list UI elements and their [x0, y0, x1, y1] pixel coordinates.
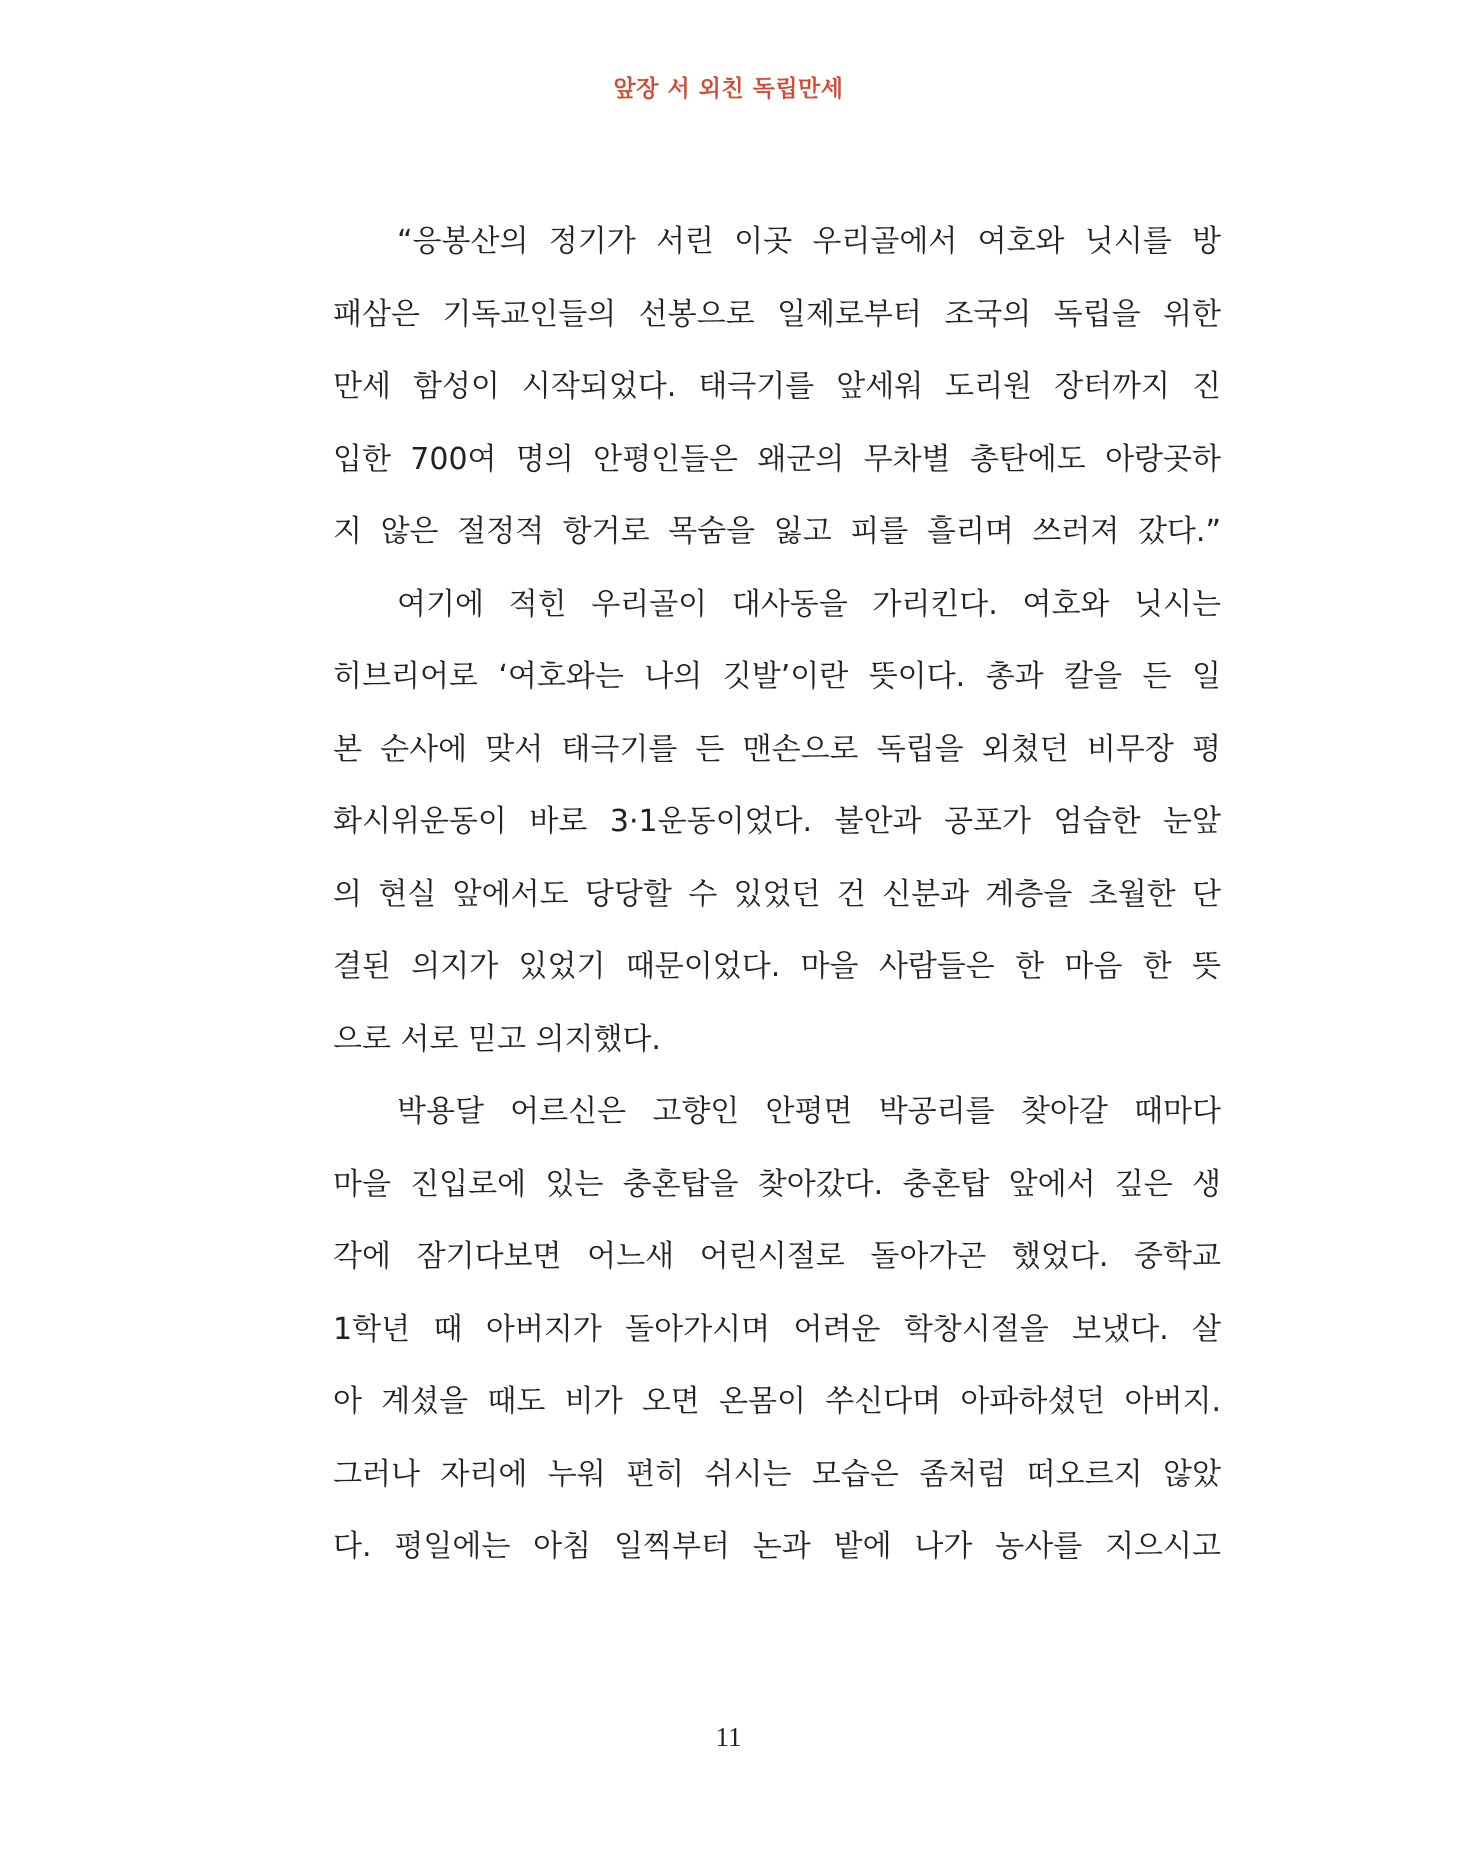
paragraph-park-yongdal — [333, 1076, 1221, 1584]
text-line: 마을 진입로에 있는 충혼탑을 찾아갔다. 충혼탑 앞에서 깊은 생 — [333, 1166, 1221, 1202]
text-line: 각에 잠기다보면 어느새 어린시절로 돌아가곤 했었다. 중학교 — [333, 1239, 1221, 1274]
paragraph-uriggol — [333, 569, 1221, 1077]
text-line: 입한 700여 명의 안평인들은 왜군의 무차별 총탄에도 아랑곳하 — [333, 441, 1221, 477]
text-line: 패삼은 기독교인들의 선봉으로 일제로부터 조국의 독립을 위한 — [333, 296, 1221, 332]
text-line: 의 현실 앞에서도 당당할 수 있었던 건 신분과 계층을 초월한 단 — [333, 876, 1221, 912]
text-line: 지 않은 절정적 항거로 목숨을 잃고 피를 흘리며 쓰러져 갔다.” — [333, 514, 1221, 549]
text-line: 1학년 때 아버지가 돌아가시며 어려운 학창시절을 보냈다. 살 — [333, 1311, 1221, 1347]
paragraph-quote — [333, 206, 1221, 569]
text-line: 화시위운동이 바로 3·1운동이었다. 불안과 공포가 엄습한 눈앞 — [333, 804, 1221, 839]
body-text — [333, 206, 1221, 1584]
page-number: 11 — [715, 1722, 742, 1752]
text-line: 본 순사에 맞서 태극기를 든 맨손으로 독립을 외쳤던 비무장 평 — [333, 731, 1221, 767]
text-line: 결된 의지가 있었기 때문이었다. 마을 사람들은 한 마음 한 뜻 — [333, 949, 1221, 984]
text-line: “응봉산의 정기가 서린 이곳 우리골에서 여호와 닛시를 방 — [397, 224, 1221, 259]
text-line: 여기에 적힌 우리골이 대사동을 가리킨다. 여호와 닛시는 — [397, 586, 1221, 622]
running-header-title: 앞장 서 외친 독립만세 — [613, 75, 844, 102]
text-line: 히브리어로 ‘여호와는 나의 깃발’이란 뜻이다. 총과 칼을 든 일 — [333, 659, 1221, 694]
text-line: 으로 서로 믿고 의지했다. — [333, 1021, 661, 1057]
text-line: 그러나 자리에 누워 편히 쉬시는 모습은 좀처럼 떠오르지 않았 — [333, 1456, 1221, 1492]
text-line: 만세 함성이 시작되었다. 태극기를 앞세워 도리원 장터까지 진 — [333, 369, 1221, 404]
text-line: 아 계셨을 때도 비가 오면 온몸이 쑤신다며 아파하셨던 아버지. — [333, 1384, 1221, 1419]
text-line: 다. 평일에는 아침 일찍부터 논과 밭에 나가 농사를 지으시고 — [333, 1529, 1221, 1564]
text-line: 박용달 어르신은 고향인 안평면 박공리를 찾아갈 때마다 — [397, 1094, 1221, 1129]
